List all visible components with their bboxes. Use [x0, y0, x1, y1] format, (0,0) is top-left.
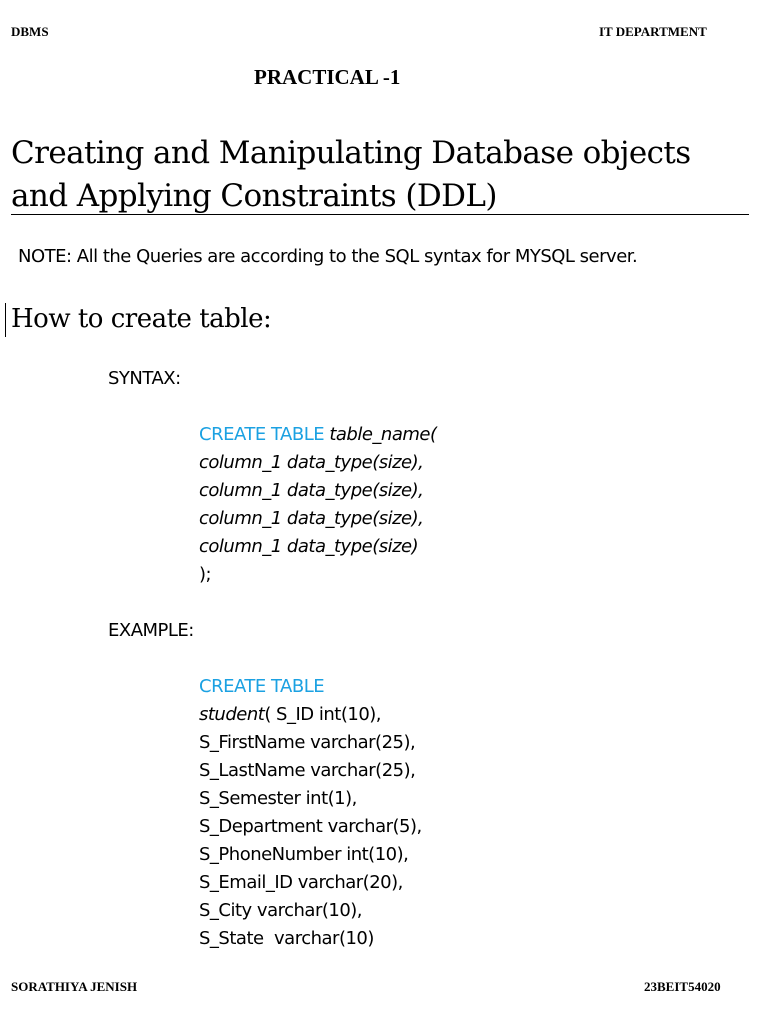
code-line: S_State varchar(10) [199, 928, 374, 949]
code-line: S_Semester int(1), [199, 788, 357, 809]
header-subject: DBMS [11, 24, 49, 39]
text-cursor [5, 303, 6, 337]
code-line [199, 701, 422, 729]
practical-title: PRACTICAL -1 [254, 65, 401, 89]
sql-keyword: CREATE TABLE [199, 676, 325, 697]
code-line: S_PhoneNumber int(10), [199, 844, 409, 865]
section-heading: How to create table: [11, 304, 272, 334]
header-department: IT DEPARTMENT [599, 24, 707, 39]
example-code-block [199, 673, 422, 953]
document-title: Creating and Manipulating Database objects and Applying Constraints (DDL) [11, 135, 691, 214]
note-text: NOTE: All the Queries are according to the SQL syntax for MYSQL server. [18, 246, 638, 267]
code-line: S_Department varchar(5), [199, 816, 422, 837]
title-underline [11, 214, 749, 215]
table-name-placeholder: table_name( [324, 424, 437, 445]
code-line: column_1 data_type(size), [199, 480, 424, 501]
first-column-def: ( S_ID int(10), [264, 704, 382, 725]
syntax-label: SYNTAX: [108, 368, 181, 389]
sql-keyword: CREATE TABLE [199, 424, 325, 445]
footer-enrollment-id: 23BEIT54020 [644, 979, 721, 994]
example-label: EXAMPLE: [108, 620, 194, 641]
footer-author: SORATHIYA JENISH [11, 979, 138, 994]
code-line [199, 421, 437, 449]
syntax-code-block [199, 421, 437, 589]
code-line: column_1 data_type(size) [199, 536, 419, 557]
code-line: S_LastName varchar(25), [199, 760, 416, 781]
code-line: column_1 data_type(size), [199, 452, 424, 473]
example-table-name: student [199, 704, 265, 725]
code-line: S_City varchar(10), [199, 900, 363, 921]
code-line: column_1 data_type(size), [199, 508, 424, 529]
code-line: ); [199, 564, 212, 585]
code-line: S_Email_ID varchar(20), [199, 872, 403, 893]
code-line: S_FirstName varchar(25), [199, 732, 416, 753]
